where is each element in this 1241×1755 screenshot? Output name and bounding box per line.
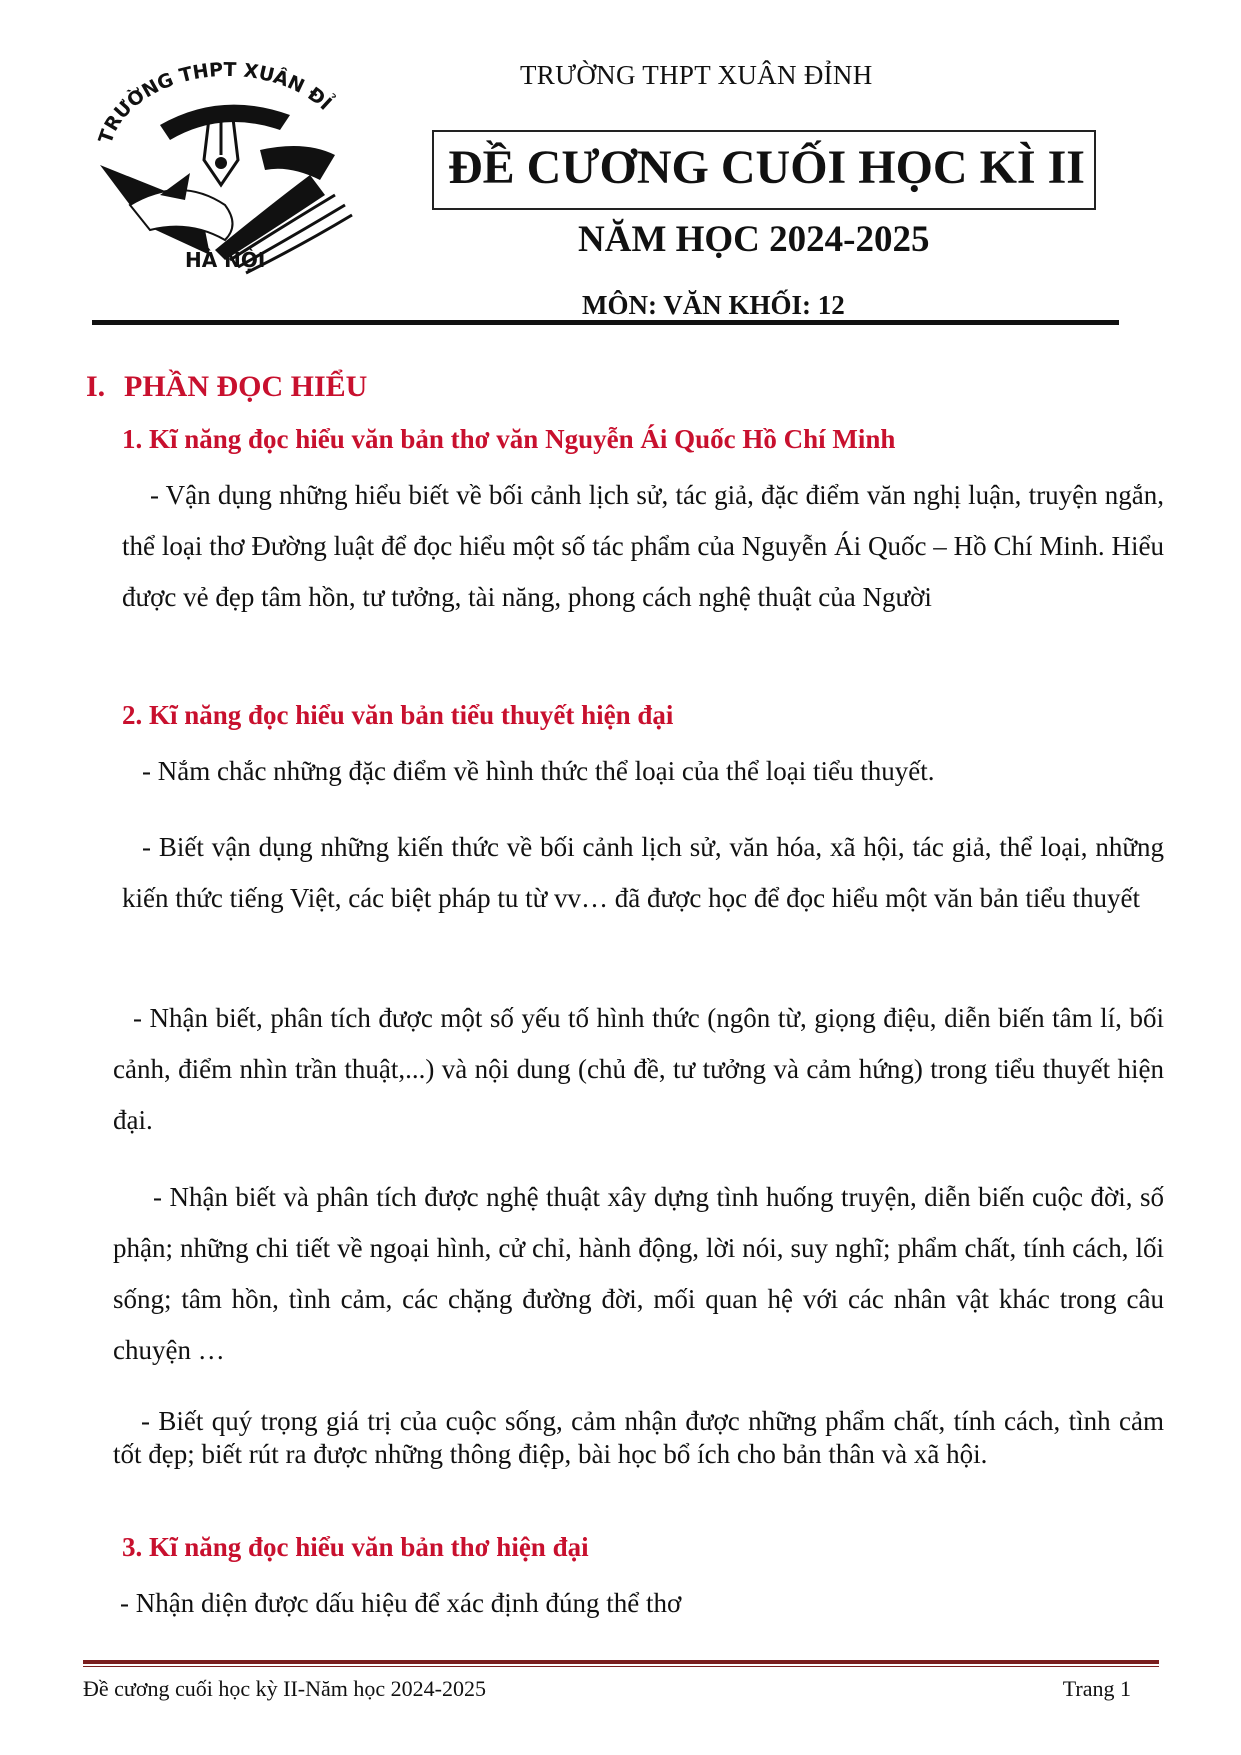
school-year: NĂM HỌC 2024-2025	[578, 219, 930, 260]
paragraph: - Nhận biết và phân tích được nghệ thuật xây dựng tình huống truyện, diễn biến cuộc đời, số phận; những chi tiết về ngoại hình, cử chỉ, hành động, lời nói, suy nghĩ; phẩm chất, tính cách, lối sống; tâm hồn, tình cảm, các chặng đường đời, mối quan hệ với các nhân vật khác trong câu chuyện …	[113, 1182, 1164, 1365]
paragraph: - Biết vận dụng những kiến thức về bối cảnh lịch sử, văn hóa, xã hội, tác giả, thể loại, những kiến thức tiếng Việt, các biệt pháp tu từ vv… đã được học để đọc hiểu một văn bản tiểu thuyết	[122, 832, 1164, 913]
paragraph: - Nhận biết, phân tích được một số yếu tố hình thức (ngôn từ, giọng điệu, diễn biến tâm lí, bối cảnh, điểm nhìn trần thuật,...) và nội dung (chủ đề, tư tưởng và cảm hứng) trong tiểu thuyết hiện đại.	[113, 1003, 1164, 1135]
logo-emblem-icon	[90, 55, 362, 275]
logo-bottom-text: HÀ NỘI	[185, 248, 266, 272]
footer-divider-thin	[83, 1666, 1159, 1667]
school-logo	[90, 55, 362, 275]
logo-top-text: TRƯỜNG THPT XUÂN ĐỈ	[94, 58, 336, 147]
subsection-heading-3: 3. Kĩ năng đọc hiểu văn bản thơ hiện đại	[122, 1532, 589, 1562]
footer-text: Đề cương cuối học kỳ II-Năm học 2024-2025	[83, 1676, 486, 1701]
section-title: PHẦN ĐỌC HIỂU	[124, 370, 368, 403]
paragraph: - Vận dụng những hiểu biết về bối cảnh lịch sử, tác giả, đặc điểm văn nghị luận, truyện ngắn, thể loại thơ Đường luật để đọc hiểu một số tác phẩm của Nguyễn Ái Quốc – Hồ Chí Minh. Hiểu được vẻ đẹp tâm hồn, tư tưởng, tài năng, phong cách nghệ thuật của Người	[122, 480, 1164, 612]
paragraph: - Nhận diện được dấu hiệu để xác định đúng thể thơ	[120, 1588, 682, 1618]
header-divider	[92, 320, 1119, 325]
subsection-heading-1: 1. Kĩ năng đọc hiểu văn bản thơ văn Nguyễn Ái Quốc Hồ Chí Minh	[122, 424, 896, 454]
page-number: Trang 1	[1062, 1676, 1131, 1701]
title-box	[432, 130, 1096, 210]
footer-divider	[83, 1660, 1159, 1664]
paragraph: - Nắm chắc những đặc điểm về hình thức thể loại của thể loại tiểu thuyết.	[142, 756, 935, 786]
document-title: ĐỀ CƯƠNG CUỐI HỌC KÌ II	[448, 141, 1085, 194]
subsection-heading-2: 2. Kĩ năng đọc hiểu văn bản tiểu thuyết hiện đại	[122, 700, 674, 730]
school-name: TRƯỜNG THPT XUÂN ĐỈNH	[520, 60, 873, 90]
paragraph: - Biết quý trọng giá trị của cuộc sống, cảm nhận được những phẩm chất, tính cách, tình cảm tốt đẹp; biết rút ra được những thông điệp, bài học bổ ích cho bản thân và xã hội.	[113, 1406, 1164, 1469]
subject-grade: MÔN: VĂN KHỐI: 12	[582, 290, 845, 320]
section-heading	[86, 370, 367, 404]
section-number: I.	[86, 370, 106, 403]
